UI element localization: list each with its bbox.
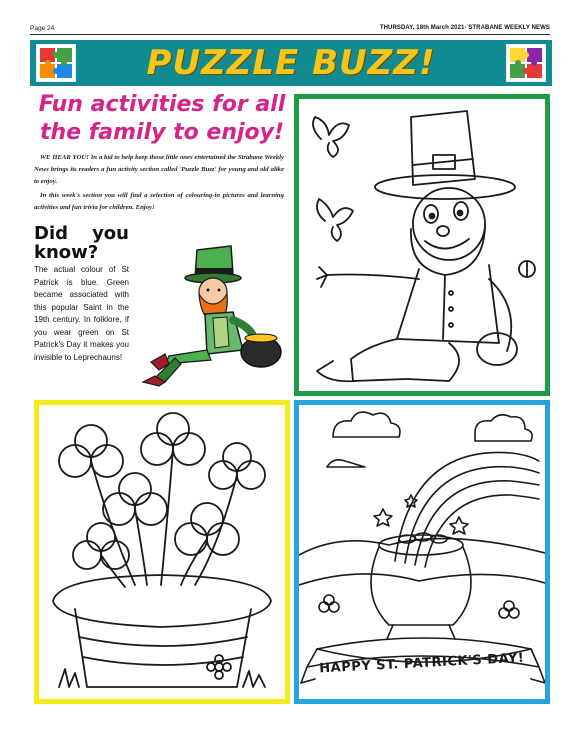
folio: THURSDAY, 18th March 2021- STRABANE WEEKLY NEWS — [379, 25, 550, 31]
headline: Fun activities for all the family to enjoy! — [38, 92, 286, 145]
colouring-frame-leprechaun — [294, 94, 550, 396]
banner-title: PUZZLE BUZZ! — [146, 43, 436, 83]
banner — [30, 40, 552, 86]
header-rule — [30, 34, 550, 35]
intro-paragraph: In this week's section you will find a selection of colouring-in pictures and learning activities and fun trivia for children. Enjoy! — [34, 192, 284, 211]
intro-paragraph: WE HEAR YOU! In a bid to help keep those little ones entertained the Strabane Weekly News brings its readers a fun activity section called 'Puzzle Buzz' for young and old alike to enjoy. — [34, 154, 284, 185]
leprechaun-illustration — [135, 232, 290, 387]
puzzle-pieces-icon — [506, 44, 546, 82]
did-you-know-title: Did you know? — [34, 223, 129, 263]
colouring-frame-pot-of-gold — [294, 400, 550, 704]
did-you-know-text: The actual colour of St Patrick is blue. Green became associated with this popular Saint in the 19th century. In folklore, if you wear green on St Patrick's Day it makes you invisible to Leprechauns! — [34, 265, 129, 362]
happy-st-patricks-day-banner: HAPPY ST. PATRICK'S DAY! — [318, 650, 525, 677]
colouring-frame-shamrock-hat — [34, 400, 290, 704]
intro — [34, 152, 284, 216]
page-number: Page 24 — [30, 25, 55, 32]
